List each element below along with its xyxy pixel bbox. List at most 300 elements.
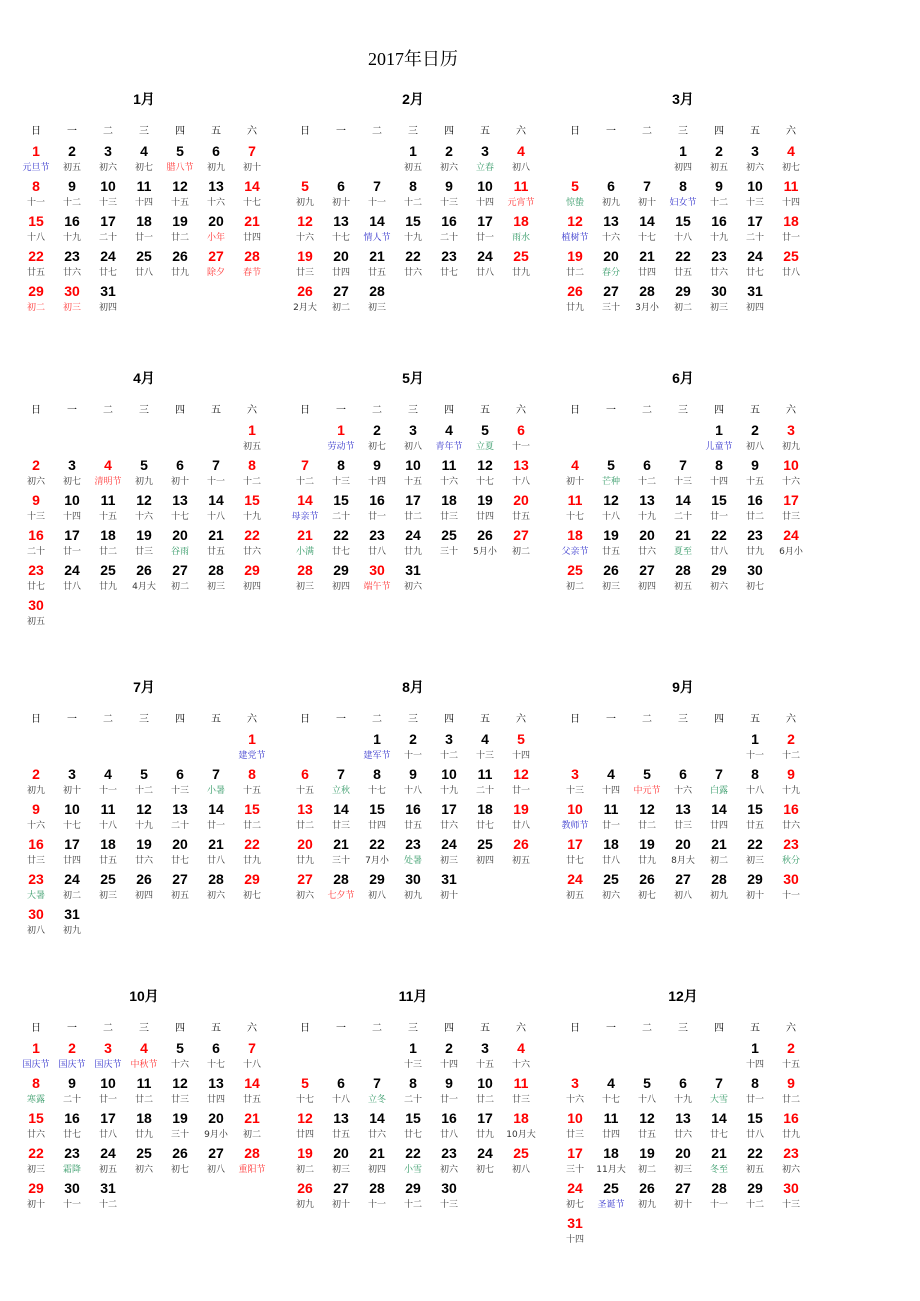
day-number: 2: [68, 1040, 76, 1056]
day-number: 24: [567, 871, 583, 887]
day-cell: [198, 800, 234, 835]
lunar-date: 十七: [637, 233, 656, 243]
day-cell: [431, 1039, 467, 1074]
day-cell: [665, 1144, 701, 1179]
solar-term-label: 小暑: [206, 786, 225, 796]
lunar-date: 十三: [26, 512, 45, 522]
lunar-date: 十八: [601, 512, 620, 522]
lunar-date: 十五: [745, 477, 764, 487]
lunar-date: 初九: [403, 891, 422, 901]
day-cell: [395, 456, 431, 491]
day-number: 10: [783, 457, 799, 473]
day-cell: [557, 1109, 593, 1144]
day-number: 22: [28, 1145, 44, 1161]
lunar-date: 廿一: [601, 821, 620, 831]
day-cell: [126, 142, 162, 177]
day-cell: [359, 835, 395, 870]
day-number: 25: [603, 871, 619, 887]
day-number: 1: [409, 1040, 417, 1056]
weekday-label: 二: [642, 126, 652, 137]
day-number: 4: [517, 1040, 525, 1056]
lunar-date: 初十: [62, 786, 81, 796]
day-cell: [323, 421, 359, 456]
day-number: 23: [28, 562, 44, 578]
day-cell: [503, 730, 539, 765]
day-number: 22: [244, 527, 260, 543]
day-cell: [629, 1074, 665, 1109]
day-cell: [162, 561, 198, 596]
day-cell: [557, 177, 593, 212]
day-number: 24: [477, 248, 493, 264]
lunar-date: 廿五: [331, 1130, 350, 1140]
day-cell: [90, 765, 126, 800]
lunar-date: 廿八: [781, 268, 800, 278]
lunar-date: 十二: [637, 477, 656, 487]
day-number: 8: [32, 1075, 40, 1091]
weekday-label: 二: [372, 405, 382, 416]
day-cell: [287, 765, 323, 800]
month-12: [557, 986, 809, 1249]
day-cell: [593, 561, 629, 596]
lunar-date: 2月大: [293, 303, 317, 313]
lunar-date: 十三: [170, 786, 189, 796]
day-cell: [323, 491, 359, 526]
lunar-date: 十七: [475, 477, 494, 487]
day-number: 9: [32, 801, 40, 817]
day-cell: [234, 491, 270, 526]
lunar-date: 十四: [475, 198, 494, 208]
holiday-label: 母亲节: [291, 512, 319, 522]
day-cell: [701, 835, 737, 870]
weekday-label: 日: [300, 405, 310, 416]
day-cell: [557, 1144, 593, 1179]
day-number: 15: [747, 1110, 763, 1126]
holiday-label: 国庆节: [58, 1060, 86, 1070]
month-6: [557, 368, 809, 596]
lunar-date: 十四: [62, 512, 81, 522]
lunar-date: 廿三: [511, 1095, 530, 1105]
day-cell: [287, 491, 323, 526]
day-cell: [126, 456, 162, 491]
day-cell: [359, 1109, 395, 1144]
day-cell: [90, 177, 126, 212]
day-number: 20: [639, 527, 655, 543]
day-cell: [54, 1144, 90, 1179]
lunar-date: 廿八: [745, 1130, 764, 1140]
day-cell: [90, 1179, 126, 1214]
weekday-label: 二: [372, 126, 382, 137]
holiday-label: 教师节: [561, 821, 589, 831]
lunar-date: 初九: [62, 926, 81, 936]
day-cell: [395, 730, 431, 765]
day-cell: [431, 1179, 467, 1214]
month-5: [287, 368, 539, 596]
weekday-label: 四: [714, 1023, 724, 1034]
lunar-date: 初二: [62, 891, 81, 901]
calendar-title: 2017年日历: [368, 49, 458, 69]
day-number: 15: [28, 1110, 44, 1126]
day-number: 3: [104, 1040, 112, 1056]
day-number: 16: [405, 801, 421, 817]
day-cell: [773, 456, 809, 491]
day-cell: [467, 456, 503, 491]
day-cell: [503, 212, 539, 247]
empty-cell: [557, 1039, 593, 1074]
day-number: 29: [244, 562, 260, 578]
day-cell: [503, 177, 539, 212]
day-number: 6: [679, 766, 687, 782]
empty-cell: [323, 1039, 359, 1074]
day-number: 17: [405, 492, 421, 508]
lunar-date: 十四: [439, 1060, 458, 1070]
day-cell: [198, 142, 234, 177]
lunar-date: 十三: [331, 477, 350, 487]
day-number: 4: [140, 143, 148, 159]
weekday-label: 三: [408, 1023, 418, 1034]
lunar-date: 十一: [206, 477, 225, 487]
festival-label: 中元节: [633, 786, 661, 796]
day-number: 5: [607, 457, 615, 473]
lunar-date: 十八: [403, 786, 422, 796]
lunar-date: 初十: [331, 1200, 350, 1210]
day-number: 8: [337, 457, 345, 473]
day-cell: [395, 1179, 431, 1214]
month-4: [18, 368, 270, 631]
lunar-date: 初七: [565, 1200, 584, 1210]
lunar-date: 十五: [242, 786, 261, 796]
lunar-date: 二十: [62, 1095, 81, 1105]
empty-cell: [54, 421, 90, 456]
lunar-date: 初六: [98, 163, 117, 173]
day-cell: [665, 177, 701, 212]
empty-cell: [18, 730, 54, 765]
lunar-date: 廿四: [709, 821, 728, 831]
day-number: 10: [64, 492, 80, 508]
day-cell: [323, 456, 359, 491]
day-cell: [629, 1179, 665, 1214]
day-number: 6: [643, 457, 651, 473]
day-cell: [593, 247, 629, 282]
day-number: 14: [711, 1110, 727, 1126]
day-cell: [665, 1179, 701, 1214]
weekday-label: 五: [211, 405, 221, 416]
day-cell: [467, 526, 503, 561]
lunar-date: 十六: [601, 233, 620, 243]
day-number: 8: [248, 766, 256, 782]
lunar-date: 十六: [511, 1060, 530, 1070]
day-number: 19: [603, 527, 619, 543]
lunar-date: 初七: [745, 582, 764, 592]
lunar-date: 廿七: [26, 582, 45, 592]
day-number: 14: [675, 492, 691, 508]
day-number: 25: [100, 562, 116, 578]
day-number: 20: [208, 1110, 224, 1126]
week-row: [18, 1179, 270, 1214]
day-cell: [557, 870, 593, 905]
weekday-label: 五: [750, 714, 760, 725]
month-9: [557, 677, 809, 905]
day-number: 6: [176, 766, 184, 782]
day-number: 26: [172, 1145, 188, 1161]
lunar-date: 十四: [781, 198, 800, 208]
day-cell: [162, 212, 198, 247]
day-number: 3: [481, 143, 489, 159]
lunar-date: 十五: [170, 198, 189, 208]
day-number: 4: [104, 457, 112, 473]
weekday-label: 五: [750, 405, 760, 416]
day-cell: [287, 870, 323, 905]
weekday-label: 一: [67, 126, 77, 137]
week-row: [287, 247, 539, 282]
day-cell: [234, 1039, 270, 1074]
day-number: 26: [477, 527, 493, 543]
day-cell: [162, 1039, 198, 1074]
lunar-date: 初八: [206, 1165, 225, 1175]
day-cell: [737, 870, 773, 905]
day-cell: [431, 765, 467, 800]
day-number: 5: [643, 1075, 651, 1091]
lunar-date: 廿八: [206, 856, 225, 866]
day-cell: [90, 561, 126, 596]
lunar-date: 十三: [439, 198, 458, 208]
empty-cell: [162, 730, 198, 765]
day-cell: [629, 870, 665, 905]
day-number: 27: [333, 1180, 349, 1196]
lunar-date: 廿一: [709, 512, 728, 522]
lunar-date: 十四: [511, 751, 530, 761]
day-number: 5: [643, 766, 651, 782]
lunar-date: 廿九: [170, 268, 189, 278]
day-number: 17: [477, 1110, 493, 1126]
lunar-date: 初九: [134, 477, 153, 487]
day-cell: [737, 526, 773, 561]
lunar-date: 十八: [511, 477, 530, 487]
day-number: 4: [571, 457, 579, 473]
day-cell: [18, 1039, 54, 1074]
day-cell: [287, 1179, 323, 1214]
week-row: [557, 561, 809, 596]
day-number: 2: [715, 143, 723, 159]
day-number: 11: [441, 457, 457, 473]
day-cell: [234, 800, 270, 835]
day-cell: [737, 765, 773, 800]
day-cell: [126, 212, 162, 247]
week-row: [18, 142, 270, 177]
lunar-date: 十九: [134, 821, 153, 831]
day-number: 29: [28, 1180, 44, 1196]
day-cell: [431, 142, 467, 177]
day-cell: [431, 870, 467, 905]
weekday-label: 二: [372, 1023, 382, 1034]
day-number: 27: [639, 562, 655, 578]
lunar-date: 十四: [601, 786, 620, 796]
week-row: [287, 177, 539, 212]
week-row: [18, 212, 270, 247]
lunar-date: 廿五: [206, 547, 225, 557]
day-number: 16: [711, 213, 727, 229]
week-row: [18, 905, 270, 940]
day-number: 5: [301, 178, 309, 194]
week-row: [287, 142, 539, 177]
lunar-date: 廿二: [745, 512, 764, 522]
lunar-date: 十四: [745, 1060, 764, 1070]
day-number: 28: [369, 1180, 385, 1196]
day-number: 2: [787, 731, 795, 747]
day-number: 7: [679, 457, 687, 473]
day-cell: [467, 212, 503, 247]
day-cell: [593, 282, 629, 317]
day-number: 31: [441, 871, 457, 887]
lunar-date: 十九: [439, 786, 458, 796]
festival-label: 腊八节: [166, 163, 194, 173]
holiday-label: 圣诞节: [597, 1200, 625, 1210]
day-number: 18: [477, 801, 493, 817]
lunar-date: 初四: [673, 163, 692, 173]
week-row: [18, 596, 270, 631]
weekday-label: 三: [139, 126, 149, 137]
day-cell: [665, 282, 701, 317]
day-number: 20: [333, 1145, 349, 1161]
day-number: 28: [208, 871, 224, 887]
day-number: 26: [639, 871, 655, 887]
day-cell: [198, 247, 234, 282]
day-number: 29: [28, 283, 44, 299]
day-cell: [395, 491, 431, 526]
month-title: 7月: [133, 679, 155, 695]
day-cell: [431, 1074, 467, 1109]
day-number: 20: [603, 248, 619, 264]
day-number: 28: [208, 562, 224, 578]
day-cell: [431, 491, 467, 526]
day-cell: [18, 282, 54, 317]
lunar-date: 初二: [242, 1130, 261, 1140]
day-cell: [198, 1039, 234, 1074]
day-number: 1: [248, 422, 256, 438]
festival-label: 初二: [26, 303, 45, 313]
day-cell: [773, 1039, 809, 1074]
month-1: [18, 89, 270, 317]
day-cell: [665, 526, 701, 561]
day-number: 15: [675, 213, 691, 229]
day-number: 30: [441, 1180, 457, 1196]
day-cell: [593, 870, 629, 905]
day-cell: [198, 835, 234, 870]
day-number: 17: [783, 492, 799, 508]
day-cell: [359, 800, 395, 835]
day-number: 9: [445, 1075, 453, 1091]
month-title: 9月: [672, 679, 694, 695]
day-cell: [737, 177, 773, 212]
day-number: 21: [711, 1145, 727, 1161]
lunar-date: 初七: [242, 891, 261, 901]
day-number: 2: [373, 422, 381, 438]
day-number: 20: [675, 1145, 691, 1161]
day-number: 4: [445, 422, 453, 438]
day-number: 21: [675, 527, 691, 543]
weekday-label: 三: [408, 405, 418, 416]
day-number: 19: [136, 527, 152, 543]
day-number: 12: [567, 213, 583, 229]
weekday-header: [287, 403, 539, 419]
lunar-date: 初三: [601, 582, 620, 592]
lunar-date: 二十: [331, 512, 350, 522]
day-number: 3: [68, 457, 76, 473]
day-cell: [126, 765, 162, 800]
day-number: 31: [405, 562, 421, 578]
day-cell: [323, 526, 359, 561]
lunar-date: 初七: [134, 163, 153, 173]
lunar-date: 初八: [673, 891, 692, 901]
lunar-date: 十四: [565, 1235, 584, 1245]
day-number: 14: [369, 213, 385, 229]
day-cell: [198, 561, 234, 596]
day-cell: [18, 212, 54, 247]
day-number: 13: [208, 178, 224, 194]
lunar-date: 初八: [511, 163, 530, 173]
day-number: 16: [441, 1110, 457, 1126]
week-row: [557, 177, 809, 212]
day-cell: [323, 247, 359, 282]
empty-cell: [629, 1039, 665, 1074]
day-cell: [54, 1109, 90, 1144]
month-title: 12月: [668, 988, 698, 1004]
lunar-date: 廿八: [367, 547, 386, 557]
day-cell: [467, 835, 503, 870]
lunar-date: 十三: [475, 751, 494, 761]
week-row: [18, 1144, 270, 1179]
day-cell: [126, 1074, 162, 1109]
week-row: [287, 212, 539, 247]
day-number: 14: [333, 801, 349, 817]
weekday-header: [287, 124, 539, 140]
day-cell: [54, 1179, 90, 1214]
day-cell: [395, 800, 431, 835]
empty-cell: [557, 421, 593, 456]
day-number: 19: [477, 492, 493, 508]
day-number: 4: [607, 766, 615, 782]
weekday-label: 日: [570, 405, 580, 416]
day-cell: [162, 456, 198, 491]
day-number: 5: [176, 1040, 184, 1056]
day-number: 24: [567, 1180, 583, 1196]
festival-label: 春节: [242, 268, 261, 278]
day-number: 24: [64, 871, 80, 887]
holiday-label: 儿童节: [705, 442, 733, 452]
lunar-date: 三十: [601, 303, 620, 313]
lunar-date: 廿八: [134, 268, 153, 278]
day-number: 21: [711, 836, 727, 852]
day-cell: [467, 1039, 503, 1074]
day-number: 30: [369, 562, 385, 578]
day-number: 31: [567, 1215, 583, 1231]
lunar-date: 十八: [26, 233, 45, 243]
day-number: 27: [172, 871, 188, 887]
lunar-date: 初三: [709, 303, 728, 313]
day-number: 27: [603, 283, 619, 299]
weekday-label: 日: [31, 405, 41, 416]
week-row: [287, 421, 539, 456]
day-number: 23: [441, 248, 457, 264]
lunar-date: 初六: [206, 891, 225, 901]
lunar-date: 初八: [745, 442, 764, 452]
day-number: 14: [639, 213, 655, 229]
week-row: [287, 765, 539, 800]
day-number: 30: [64, 283, 80, 299]
lunar-date: 廿七: [98, 268, 117, 278]
day-cell: [323, 800, 359, 835]
lunar-date: 十四: [709, 477, 728, 487]
day-cell: [54, 870, 90, 905]
